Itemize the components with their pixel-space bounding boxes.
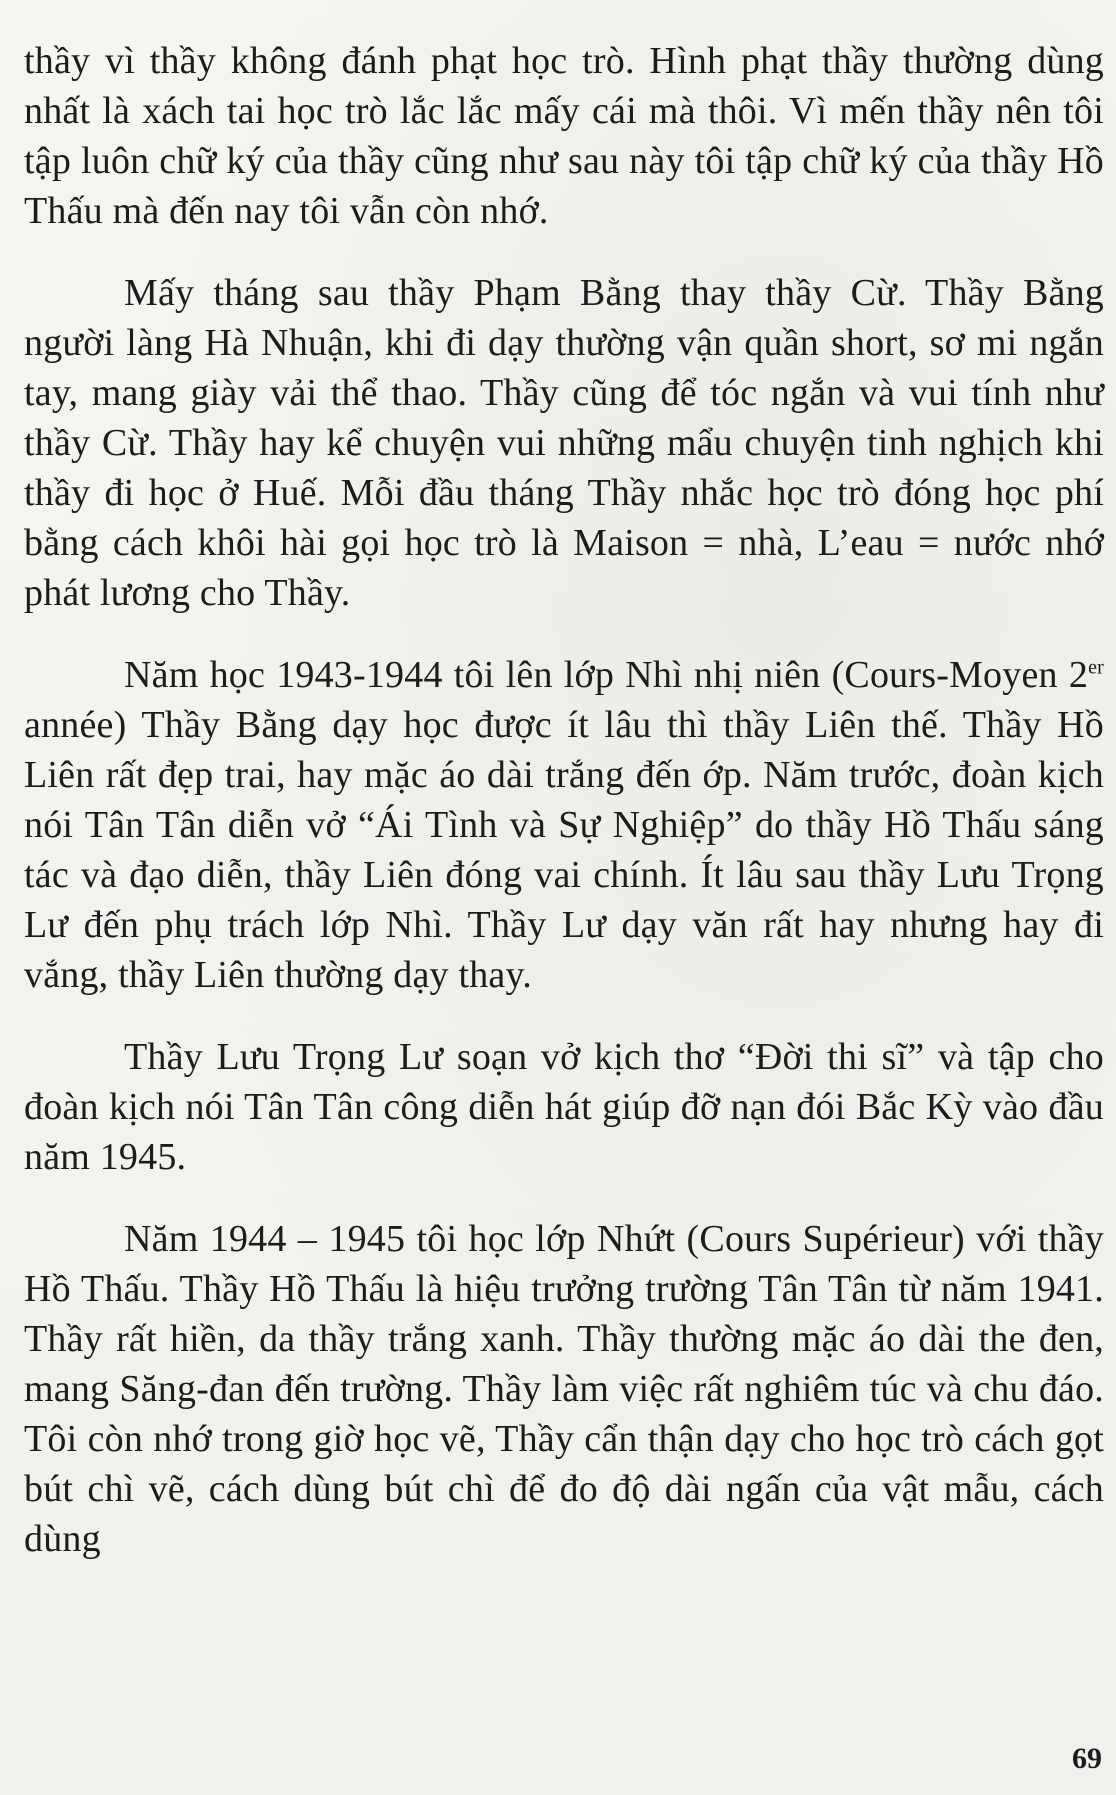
ordinal-superscript: er [1088, 656, 1104, 679]
paragraph-2: Mấy tháng sau thầy Phạm Bằng thay thầy Cừ. Thầy Bằng người làng Hà Nhuận, khi đi dạy thường vận quần short, sơ mi ngắn tay, mang giày vải thể thao. Thầy cũng để tóc ngắn và vui tính như thầy Cừ. Thầy hay kể chuyện vui những mẩu chuyện tinh nghịch khi thầy đi học ở Huế. Mỗi đầu tháng Thầy nhắc học trò đóng học phí bằng cách khôi hài gọi học trò là Maison = nhà, L’eau = nước nhớ phát lương cho Thầy. [24, 272, 1104, 614]
paragraph-1: thầy vì thầy không đánh phạt học trò. Hình phạt thầy thường dùng nhất là xách tai học trò lắc lắc mấy cái mà thôi. Vì mến thầy nên tôi tập luôn chữ ký của thầy cũng như sau này tôi tập chữ ký của thầy Hồ Thấu mà đến nay tôi vẫn còn nhớ. [24, 40, 1104, 232]
paragraph-5: Năm 1944 – 1945 tôi học lớp Nhứt (Cours Supérieur) với thầy Hồ Thấu. Thầy Hồ Thấu là hiệu trưởng trường Tân Tân từ năm 1941. Thầy rất hiền, da thầy trắng xanh. Thầy thường mặc áo dài the đen, mang Săng-đan đến trường. Thầy làm việc rất nghiêm túc và chu đáo. Tôi còn nhớ trong giờ học vẽ, Thầy cẩn thận dạy cho học trò cách gọt bút chì vẽ, cách dùng bút chì để đo độ dài ngấn của vật mẫu, cách dùng [24, 1218, 1104, 1560]
page-number: 69 [1072, 1742, 1102, 1775]
paragraph-3-part-2: année) Thầy Bằng dạy học được ít lâu thì thầy Liên thế. Thầy Hồ Liên rất đẹp trai, hay mặc áo dài trắng đến ớp. Năm trước, đoàn kịch nói Tân Tân diễn vở “Ái Tình và Sự Nghiệp” do thầy Hồ Thấu sáng tác và đạo diễn, thầy Liên đóng vai chính. Ít lâu sau thầy Lưu Trọng Lư đến phụ trách lớp Nhì. Thầy Lư dạy văn rất hay nhưng hay đi vắng, thầy Liên thường dạy thay. [24, 704, 1104, 996]
paragraph-4: Thầy Lưu Trọng Lư soạn vở kịch thơ “Đời thi sĩ” và tập cho đoàn kịch nói Tân Tân công diễn hát giúp đỡ nạn đói Bắc Kỳ vào đầu năm 1945. [24, 1036, 1104, 1178]
paragraph-3-part-1: Năm học 1943-1944 tôi lên lớp Nhì nhị niên (Cours-Moyen 2 [124, 654, 1089, 696]
paragraph-3 [24, 650, 1104, 1000]
body-text [24, 36, 1104, 1596]
